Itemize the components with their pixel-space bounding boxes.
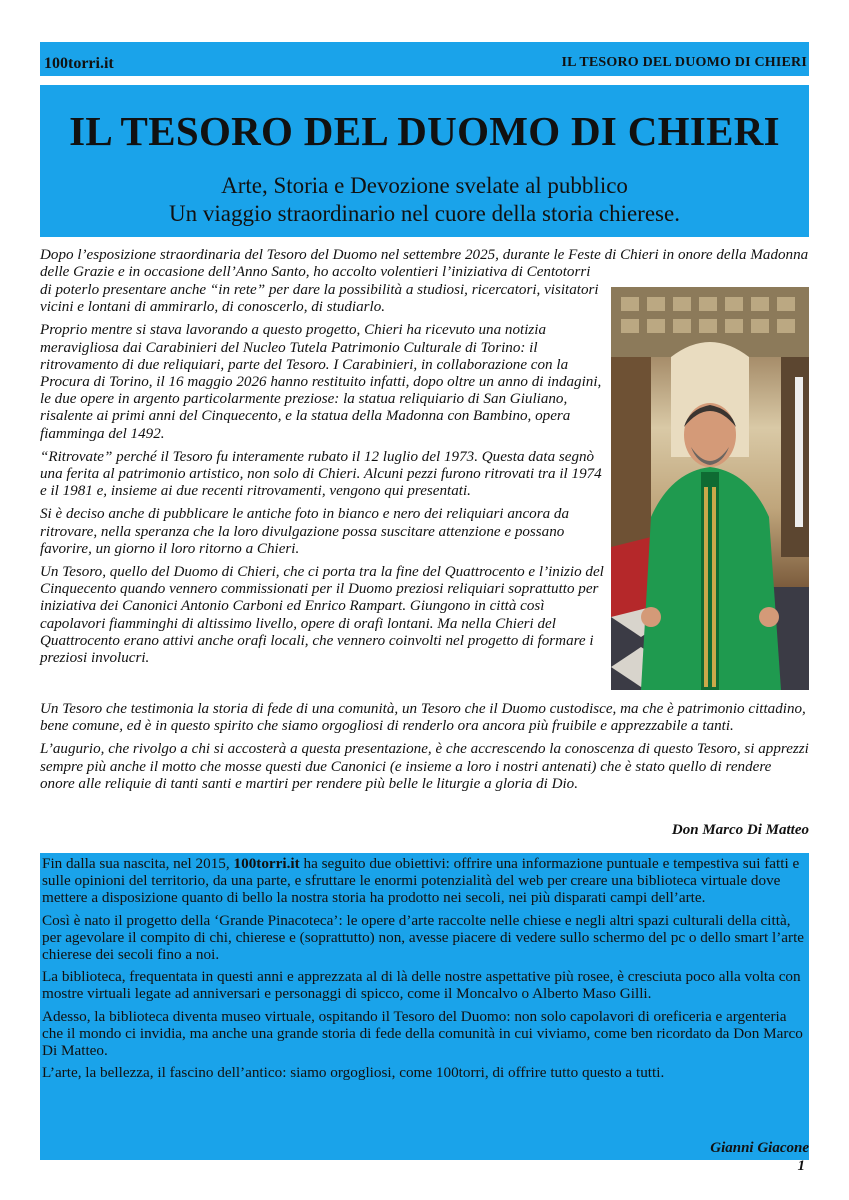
subtitle-1: Arte, Storia e Devozione svelate al pubblico: [221, 173, 628, 198]
box-paragraph: [42, 855, 809, 907]
page-number: 1: [797, 1158, 805, 1174]
top-bar: [40, 42, 809, 76]
box-text: Fin dalla sua nascita, nel 2015,: [42, 855, 234, 872]
article-wide-column: [40, 701, 809, 799]
box-text: ha seguito due obiettivi: offrire una informazione puntuale e tempestiva sui fatti e sulle opinioni del territorio, da una parte, e sfruttare le enormi potenzialità del web per creare una biblioteca virtuale dove mettere a disposizione quanto di bello la nostra storia ha prodotto nei secoli, nei più disparati campi dell’arte.: [42, 855, 800, 907]
running-title: IL TESORO DEL DUOMO DI CHIERI: [561, 55, 807, 70]
info-box: [40, 853, 809, 1160]
article-narrow-column: [40, 282, 608, 673]
priest-photo-illustration: [611, 287, 809, 690]
subtitle-2: Un viaggio straordinario nel cuore della storia chierese.: [169, 201, 680, 226]
article-paragraph: Proprio mentre si stava lavorando a questo progetto, Chieri ha ricevuto una notizia meravigliosa dai Carabinieri del Nucleo Tutela Patrimonio Culturale di Torino: il ritrovamento di due reliquiari, parte del Tesoro. I Carabinieri, in collaborazione con la Procura di Torino, il 16 maggio 2026 hanno restituito infatti, dopo oltre un anno di indagini, le due opere in argento particolarmente preziose: la statua reliquiario di San Giuliano, risalente ai primi anni del Cinquecento, e la statua della Madonna con Bambino, opera fiamminga del 1492.: [40, 322, 602, 442]
box-paragraph: L’arte, la bellezza, il fascino dell’antico: siamo orgogliosi, come 100torri, di offrire tutto questo a tutti.: [42, 1064, 665, 1082]
article-paragraph: Un Tesoro che testimonia la storia di fede di una comunità, un Tesoro che il Duomo custodisce, ma che è patrimonio cittadino, bene comune, ed è in questo spirito che siamo orgogliosi di renderlo ora ancora più fruibile e apprezzabile a tanti.: [40, 701, 806, 735]
article-paragraph: L’augurio, che rivolgo a chi si accosterà a questa presentazione, è che accrescendo la conoscenza di questo Tesoro, si apprezzi sempre più anche il motto che mosse questi due Canonici (e insieme a loro i nostri antenati) che è stato quello di rendere onore alle reliquie di tanti santi e martiri per rendere più belle le liturgie a gloria di Dio.: [40, 741, 809, 792]
site-name: 100torri.it: [44, 55, 114, 72]
box-paragraph: Adesso, la biblioteca diventa museo virtuale, ospitando il Tesoro del Duomo: non solo capolavori di oreficeria e argenteria che il mondo ci invidia, ma anche una grande storia di fede della comunità in cui viviamo, come ben ricordato da Don Marco Di Matteo.: [42, 1007, 803, 1060]
article-paragraph: Un Tesoro, quello del Duomo di Chieri, che ci porta tra la fine del Quattrocento e l’inizio del Cinquecento quando vennero commissionati per il Duomo preziosi reliquiari soprattutto per iniziativa dei Canonici Antonio Carboni ed Enrico Rampart. Giungono in città così capolavori fiamminghi di altissimo livello, opere di orafi lontani. Ma nella Chieri del Quattrocento erano attivi anche orafi locali, che vennero coinvolti nel progetto di formare i preziosi involucri.: [40, 564, 604, 667]
priest-photo: [611, 287, 809, 690]
author-signature: Don Marco Di Matteo: [671, 822, 809, 838]
article-paragraph: Si è deciso anche di pubblicare le antiche foto in bianco e nero dei reliquiari ancora da ritrovare, nella speranza che la loro divulgazione possa suscitare attenzione e possano favorire, un giorno il loro ritorno a Chieri.: [40, 506, 570, 557]
intro-paragraph-top: [40, 247, 809, 281]
box-paragraph: La biblioteca, frequentata in questi anni e apprezzata al di là delle nostre aspettative più rosee, è cresciuta poco alla volta con mostre virtuali legate ad anniversari e personaggi di spicco, come il Moncalvo o Alberto Maso Gilli.: [42, 968, 801, 1003]
editor-signature: Gianni Giacone: [710, 1139, 809, 1156]
page-title: IL TESORO DEL DUOMO DI CHIERI: [69, 108, 780, 154]
article-paragraph: di poterlo presentare anche “in rete” per dare la possibilità a studiosi, ricercatori, visitatori vicini e lontani di ammirarlo, di conoscerlo, di studiarlo.: [40, 282, 599, 316]
title-banner: [40, 85, 809, 237]
article-paragraph: Dopo l’esposizione straordinaria del Tesoro del Duomo nel settembre 2025, durante le Feste di Chieri in onore della Madonna delle Grazie e in occasione dell’Anno Santo, ho accolto volentieri l’iniziativa di Centotorri: [40, 247, 809, 281]
site-link[interactable]: 100torri.it: [233, 855, 300, 872]
article-paragraph: “Ritrovate” perché il Tesoro fu interamente rubato il 12 luglio del 1973. Questa data segnò una ferita al patrimonio artistico, non solo di Chieri. Alcuni pezzi furono ritrovati tra il 1974 e il 1981 e, insieme ai due recenti ritrovamenti, vengono qui presentati.: [40, 448, 602, 500]
box-paragraph: Così è nato il progetto della ‘Grande Pinacoteca’: le opere d’arte raccolte nelle chiese e negli altri spazi culturali della città, per agevolare il compito di chi, chierese e (soprattutto) non, avesse piacere di vedere sullo schermo del pc o dello smart l’arte chierese dei secoli fino a noi.: [42, 911, 805, 964]
